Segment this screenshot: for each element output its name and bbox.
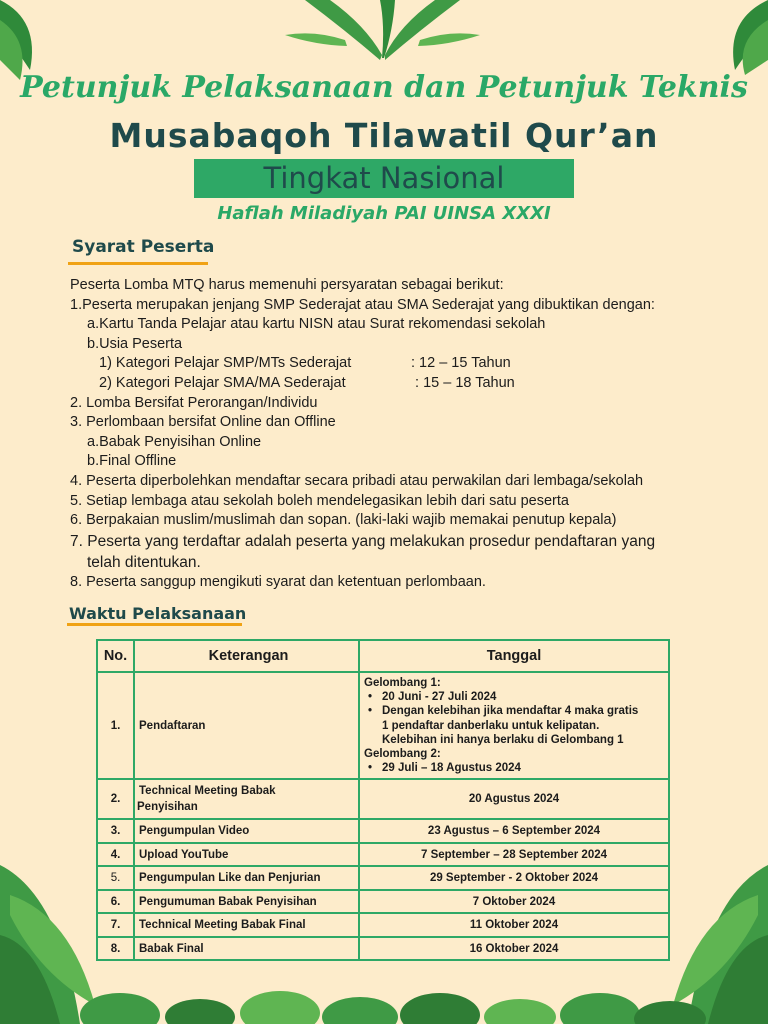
col-header-keterangan: Keterangan (134, 640, 359, 672)
row-no: 8. (97, 937, 134, 961)
requirements-list (70, 276, 720, 592)
row-no: 3. (97, 819, 134, 843)
col-header-tanggal: Tanggal (359, 640, 669, 672)
wave1-bonus-line2: 1 pendaftar danberlaku untuk kelipatan. (382, 719, 600, 732)
table-row (97, 890, 669, 914)
schedule-heading: Waktu Pelaksanaan (69, 604, 247, 623)
row-tanggal: 16 Oktober 2024 (359, 937, 669, 961)
row-no: 5. (97, 866, 134, 890)
event-subtitle: Haflah Miladiyah PAI UINSA XXXI (217, 203, 551, 224)
row-keterangan: Pengumpulan Like dan Penjurian (134, 866, 359, 890)
requirement-1: 1.Peserta merupakan jenjang SMP Sederajat atau SMA Sederajat yang dibuktikan dengan: (70, 296, 655, 313)
row-tanggal: 29 September - 2 Oktober 2024 (359, 866, 669, 890)
table-row-registration (97, 672, 669, 779)
row-no: 2. (97, 779, 134, 819)
table-row (97, 913, 669, 937)
palm-leaves-top-left-decoration (0, 0, 60, 80)
table-row (97, 937, 669, 961)
palm-leaves-top-center-decoration (285, 0, 480, 62)
age-smp-row (70, 354, 720, 374)
row-no: 7. (97, 913, 134, 937)
age-smp-value: : 12 – 15 Tahun (411, 355, 511, 372)
col-header-no: No. (97, 640, 134, 672)
level-text: Tingkat Nasional (263, 161, 505, 195)
requirement-4: 4. Peserta diperbolehkan mendaftar secara pribadi atau perwakilan dari lembaga/sekolah (70, 472, 644, 489)
table-row-technical-meeting (97, 779, 669, 819)
wave1-label: Gelombang 1: (364, 677, 441, 689)
wave1-bonus-line3: Kelebihan ini hanya berlaku di Gelombang 1 (382, 733, 624, 746)
row-tanggal: 7 Oktober 2024 (359, 890, 669, 914)
tm-label-line2: Penyisihan (137, 801, 198, 814)
table-row (97, 843, 669, 867)
wave1-bonus (364, 704, 664, 747)
table-row (97, 866, 669, 890)
table-header-row (97, 640, 669, 672)
tm-label-line1: Technical Meeting Babak (139, 785, 276, 798)
row-tanggal: 23 Agustus – 6 September 2024 (359, 819, 669, 843)
wave1-bonus-line1: • Dengan kelebihan jika mendaftar 4 maka gratis (382, 705, 639, 718)
row-tanggal: 11 Oktober 2024 (359, 913, 669, 937)
registration-dates (359, 672, 669, 779)
requirement-1a: a.Kartu Tanda Pelajar atau kartu NISN atau Surat rekomendasi sekolah (87, 316, 546, 333)
requirement-3a: a.Babak Penyisihan Online (87, 433, 262, 450)
requirements-intro: Peserta Lomba MTQ harus memenuhi persyaratan sebagai berikut: (70, 277, 504, 293)
requirement-3: 3. Perlombaan bersifat Online dan Offline (70, 414, 336, 431)
schedule-underline (67, 623, 242, 626)
requirement-2: 2. Lomba Bersifat Perorangan/Individu (70, 394, 318, 411)
script-title: Petunjuk Pelaksanaan dan Petunjuk Teknis (20, 70, 748, 105)
row-keterangan: Pengumpulan Video (134, 819, 359, 843)
requirement-3b: b.Final Offline (87, 453, 177, 470)
row-keterangan: Babak Final (134, 937, 359, 961)
requirement-5: 5. Setiap lembaga atau sekolah boleh mendelegasikan lebih dari satu peserta (70, 492, 569, 509)
requirement-8: 8. Peserta sanggup mengikuti syarat dan ketentuan perlombaan. (70, 573, 486, 590)
row-tanggal: 7 September – 28 September 2024 (359, 843, 669, 867)
row-tanggal: 20 Agustus 2024 (359, 779, 669, 819)
wave2-period: • 29 Juli – 18 Agustus 2024 (364, 761, 664, 775)
row-keterangan: Upload YouTube (134, 843, 359, 867)
wave2-label: Gelombang 2: (364, 748, 441, 761)
table-row (97, 819, 669, 843)
requirement-7-line1: 7. Peserta yang terdaftar adalah peserta yang melakukan prosedur pendaftaran yang (70, 532, 656, 550)
schedule-table (96, 639, 670, 961)
row-no: 1. (97, 672, 134, 779)
requirement-1b: b.Usia Peserta (87, 335, 183, 352)
requirement-7-line2: telah ditentukan. (87, 553, 201, 571)
requirements-underline (68, 262, 208, 265)
row-keterangan (134, 779, 359, 819)
requirement-6: 6. Berpakaian muslim/muslimah dan sopan. (laki-laki wajib memakai penutup kepala) (70, 512, 617, 529)
row-keterangan: Pendaftaran (134, 672, 359, 779)
age-sma-value: : 15 – 18 Tahun (411, 374, 515, 391)
tropical-leaves-bottom-border-decoration (0, 975, 768, 1024)
row-keterangan: Technical Meeting Babak Final (134, 913, 359, 937)
main-title: Musabaqoh Tilawatil Qur’an (109, 116, 659, 155)
age-sma-label: 2) Kategori Pelajar SMA/MA Sederajat (99, 374, 346, 391)
requirements-heading: Syarat Peserta (72, 237, 215, 257)
row-no: 6. (97, 890, 134, 914)
wave1-period: • 20 Juni - 27 Juli 2024 (364, 690, 664, 704)
age-sma-row (70, 374, 720, 394)
row-no: 4. (97, 843, 134, 867)
palm-leaves-top-right-decoration (705, 0, 768, 75)
row-keterangan: Pengumuman Babak Penyisihan (134, 890, 359, 914)
age-smp-label: 1) Kategori Pelajar SMP/MTs Sederajat (99, 355, 352, 372)
